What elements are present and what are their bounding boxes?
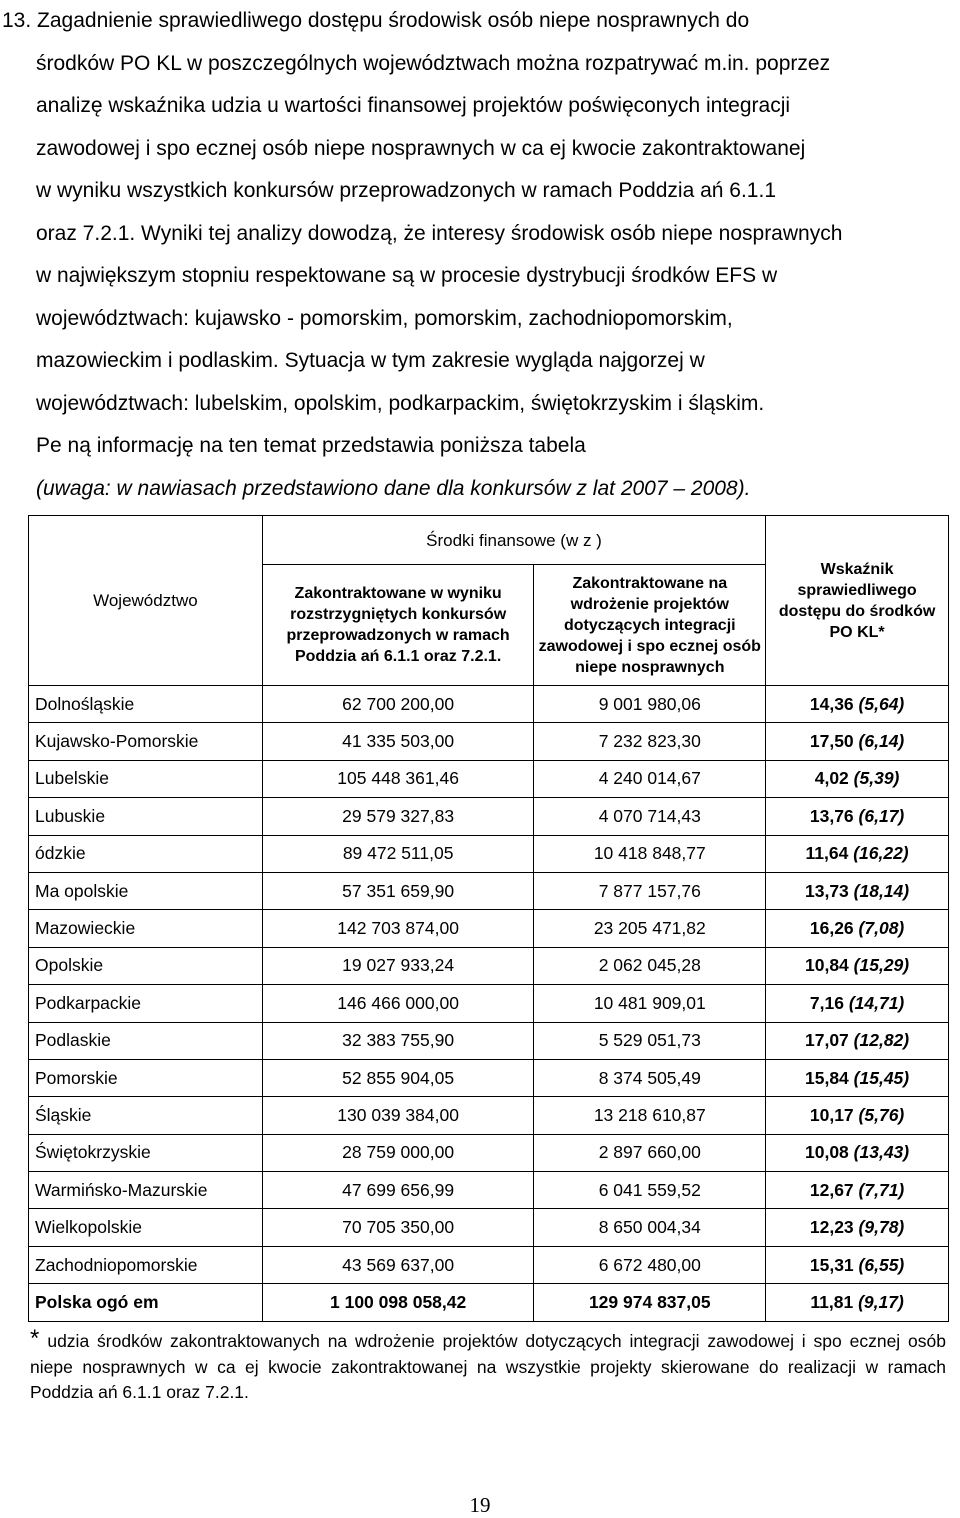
cell-index (766, 835, 949, 872)
index-value: 15,31 (809, 1254, 854, 1275)
index-prev-value: (5,76) (858, 1104, 905, 1125)
index-value: 17,50 (809, 731, 854, 752)
table-row (29, 798, 949, 835)
index-prev-value: (6,14) (858, 731, 905, 752)
cell-integration: 7 232 823,30 (534, 723, 766, 760)
table-row (29, 1209, 949, 1246)
cell-region: Kujawsko-Pomorskie (29, 723, 263, 760)
cell-integration: 8 650 004,34 (534, 1209, 766, 1246)
cell-contracted: 89 472 511,05 (262, 835, 534, 872)
funding-table (28, 515, 949, 1322)
intro-paragraph (2, 0, 948, 510)
index-prev-value: (9,17) (858, 1291, 904, 1312)
cell-index (766, 760, 949, 797)
cell-region: ódzkie (29, 835, 263, 872)
index-prev-value: (7,08) (858, 918, 905, 939)
cell-index (766, 1022, 949, 1059)
index-prev-value: (15,45) (853, 1067, 910, 1088)
cell-contracted: 47 699 656,99 (262, 1172, 534, 1209)
table-row (29, 947, 949, 984)
index-prev-value: (14,71) (848, 992, 905, 1013)
index-prev-value: (13,43) (853, 1142, 910, 1163)
index-prev-value: (6,55) (858, 1254, 905, 1275)
cell-region: Świętokrzyskie (29, 1134, 263, 1171)
index-value: 15,84 (805, 1067, 849, 1088)
cell-region: Wielkopolskie (29, 1209, 263, 1246)
cell-index (766, 1172, 949, 1209)
table-row (29, 985, 949, 1022)
cell-integration: 129 974 837,05 (534, 1284, 766, 1321)
cell-contracted: 43 569 637,00 (262, 1246, 534, 1283)
footnote-text: udzia środków zakontraktowanych na wdrożenie projektów dotyczących integracji zawodowej i spo ecznej osób niepe nosprawnych w ca ej kwocie zakontraktowanej na wszystkie projekty skierowane do realizacji w ramach Poddzia ań 6.1.1 oraz 7.2.1. (30, 1331, 946, 1402)
paragraph-line: środków PO KL w poszczególnych województwach można rozpatrywać m.in. poprzez (36, 51, 831, 75)
index-prev-value: (7,71) (858, 1179, 905, 1200)
index-value: 14,36 (809, 693, 854, 714)
cell-contracted: 29 579 327,83 (262, 798, 534, 835)
paragraph-line: województwach: lubelskim, opolskim, podkarpackim, świętokrzyskim i śląskim. (36, 391, 765, 415)
index-prev-value: (5,64) (858, 693, 905, 714)
cell-integration: 4 070 714,43 (534, 798, 766, 835)
paragraph-line: 13. Zagadnienie sprawiedliwego dostępu środowisk osób niepe nosprawnych do (2, 9, 750, 32)
cell-contracted: 146 466 000,00 (262, 985, 534, 1022)
header-region: Województwo (29, 516, 263, 686)
cell-region: Dolnośląskie (29, 686, 263, 723)
table-total-row (29, 1284, 949, 1321)
cell-contracted: 19 027 933,24 (262, 947, 534, 984)
cell-contracted: 52 855 904,05 (262, 1059, 534, 1096)
table-row (29, 723, 949, 760)
index-prev-value: (18,14) (853, 880, 910, 901)
cell-index (766, 1059, 949, 1096)
cell-integration: 6 041 559,52 (534, 1172, 766, 1209)
cell-integration: 2 062 045,28 (534, 947, 766, 984)
table-row (29, 1246, 949, 1283)
table-row (29, 686, 949, 723)
paragraph-line: analizę wskaźnika udzia u wartości finansowej projektów poświęconych integracji (36, 94, 791, 117)
cell-integration: 9 001 980,06 (534, 686, 766, 723)
index-value: 13,76 (809, 805, 854, 826)
cell-index (766, 1209, 949, 1246)
index-value: 12,67 (809, 1179, 854, 1200)
cell-region: Lubuskie (29, 798, 263, 835)
cell-contracted: 62 700 200,00 (262, 686, 534, 723)
cell-integration: 5 529 051,73 (534, 1022, 766, 1059)
cell-index (766, 947, 949, 984)
cell-region: Mazowieckie (29, 910, 263, 947)
index-prev-value: (9,78) (858, 1217, 905, 1238)
table-row (29, 1172, 949, 1209)
cell-index (766, 686, 949, 723)
index-prev-value: (15,29) (853, 955, 910, 976)
table-row (29, 1097, 949, 1134)
page-number: 19 (469, 1493, 491, 1517)
cell-index (766, 798, 949, 835)
cell-contracted: 28 759 000,00 (262, 1134, 534, 1171)
paragraph-line: Pe ną informację na ten temat przedstawia poniższa tabela (36, 434, 586, 457)
cell-index (766, 723, 949, 760)
index-value: 17,07 (805, 1030, 849, 1051)
cell-index (766, 985, 949, 1022)
index-value: 10,17 (809, 1104, 854, 1125)
footnote-star: * (30, 1325, 40, 1352)
table-row (29, 872, 949, 909)
index-prev-value: (5,39) (853, 768, 900, 789)
paragraph-line: w wyniku wszystkich konkursów przeprowadzonych w ramach Poddzia ań 6.1.1 (36, 179, 776, 202)
index-value: 11,64 (805, 843, 849, 864)
cell-contracted: 105 448 361,46 (262, 760, 534, 797)
cell-region: Podlaskie (29, 1022, 263, 1059)
table-row (29, 910, 949, 947)
table-row (29, 1059, 949, 1096)
table-row (29, 1022, 949, 1059)
header-contracted: Zakontraktowane w wyniku rozstrzygniętych konkursów przeprowadzonych w ramach Poddzia ań 6.1.1 oraz 7.2.1. (262, 565, 534, 686)
cell-region: Śląskie (29, 1097, 263, 1134)
index-prev-value: (12,82) (853, 1030, 910, 1051)
cell-contracted: 32 383 755,90 (262, 1022, 534, 1059)
cell-contracted: 70 705 350,00 (262, 1209, 534, 1246)
cell-region: Pomorskie (29, 1059, 263, 1096)
cell-index (766, 1134, 949, 1171)
cell-contracted: 142 703 874,00 (262, 910, 534, 947)
cell-region: Podkarpackie (29, 985, 263, 1022)
cell-integration: 8 374 505,49 (534, 1059, 766, 1096)
paragraph-line: oraz 7.2.1. Wyniki tej analizy dowodzą, że interesy środowisk osób niepe nosprawnych (36, 221, 843, 245)
cell-integration: 2 897 660,00 (534, 1134, 766, 1171)
cell-integration: 4 240 014,67 (534, 760, 766, 797)
index-prev-value: (16,22) (853, 843, 909, 864)
table-row (29, 1134, 949, 1171)
cell-index (766, 1246, 949, 1283)
paragraph-line: mazowieckim i podlaskim. Sytuacja w tym zakresie wygląda najgorzej w (36, 349, 705, 372)
index-value: 12,23 (809, 1217, 854, 1238)
cell-index (766, 1097, 949, 1134)
index-value: 10,84 (805, 955, 849, 976)
cell-integration: 13 218 610,87 (534, 1097, 766, 1134)
cell-region: Ma opolskie (29, 872, 263, 909)
index-value: 16,26 (809, 918, 854, 939)
table-row (29, 835, 949, 872)
header-index: Wskaźnik sprawiedliwego dostępu do środków PO KL* (766, 516, 949, 686)
cell-integration: 10 481 909,01 (534, 985, 766, 1022)
cell-integration: 6 672 480,00 (534, 1246, 766, 1283)
cell-integration: 23 205 471,82 (534, 910, 766, 947)
cell-index (766, 872, 949, 909)
cell-contracted: 130 039 384,00 (262, 1097, 534, 1134)
index-value: 10,08 (805, 1142, 849, 1163)
cell-region: Opolskie (29, 947, 263, 984)
index-prev-value: (6,17) (858, 805, 905, 826)
cell-region: Zachodniopomorskie (29, 1246, 263, 1283)
cell-region: Polska ogó em (29, 1284, 263, 1321)
cell-integration: 10 418 848,77 (534, 835, 766, 872)
paragraph-note: (uwaga: w nawiasach przedstawiono dane dla konkursów z lat 2007 – 2008). (36, 476, 751, 500)
header-funds-group: Środki finansowe (w z ) (262, 516, 765, 565)
cell-index (766, 910, 949, 947)
index-value: 11,81 (810, 1291, 854, 1312)
header-integration: Zakontraktowane na wdrożenie projektów dotyczących integracji zawodowej i spo ecznej osób niepe nosprawnych (534, 565, 766, 686)
cell-contracted: 41 335 503,00 (262, 723, 534, 760)
table-row (29, 760, 949, 797)
index-value: 7,16 (809, 992, 844, 1013)
cell-integration: 7 877 157,76 (534, 872, 766, 909)
cell-index (766, 1284, 949, 1321)
cell-region: Lubelskie (29, 760, 263, 797)
paragraph-line: województwach: kujawsko - pomorskim, pomorskim, zachodniopomorskim, (36, 306, 733, 330)
cell-region: Warmińsko-Mazurskie (29, 1172, 263, 1209)
footnote (30, 1325, 946, 1406)
paragraph-line: w największym stopniu respektowane są w procesie dystrybucji środków EFS w (36, 264, 778, 287)
index-value: 13,73 (805, 880, 849, 901)
index-value: 4,02 (814, 768, 849, 789)
paragraph-line: zawodowej i spo ecznej osób niepe nosprawnych w ca ej kwocie zakontraktowanej (36, 136, 806, 160)
cell-contracted: 57 351 659,90 (262, 872, 534, 909)
cell-contracted: 1 100 098 058,42 (262, 1284, 534, 1321)
